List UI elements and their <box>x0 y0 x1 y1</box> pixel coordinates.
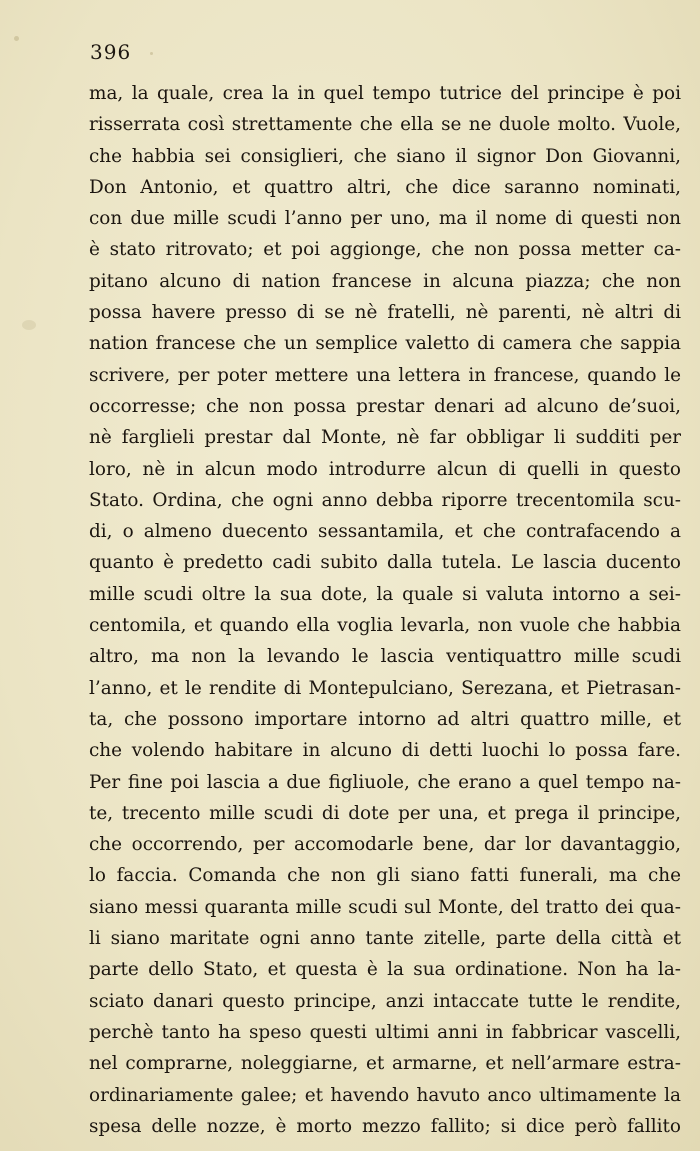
paper-speck <box>14 36 19 41</box>
text-line: che volendo habitare in alcuno di detti luochi lo possa fare. <box>89 740 681 762</box>
text-line: ma, la quale, crea la in quel tempo tutrice del principe è poi <box>89 83 681 104</box>
text-line: Don Antonio, et quattro altri, che dice saranno nominati, <box>89 176 681 198</box>
paper-speck <box>22 320 36 330</box>
text-line: nation francese che un semplice valetto di camera che sappia <box>89 333 681 355</box>
text-line: occorresse; che non possa prestar denari ad alcuno de’suoi, <box>89 395 681 417</box>
text-line: con due mille scudi l’anno per uno, ma il nome di questi non <box>89 208 681 230</box>
text-line: nè farglieli prestar dal Monte, nè far obbligar li sudditi per <box>89 427 681 449</box>
paper-speck <box>150 52 153 55</box>
text-line: mille scudi oltre la sua dote, la quale si valuta intorno a sei- <box>89 583 681 605</box>
text-line: che habbia sei consiglieri, che siano il signor Don Giovanni, <box>89 145 681 167</box>
text-line: che occorrendo, per accomodarle bene, dar lor davantaggio, <box>89 834 681 856</box>
text-line: ta, che possono importare intorno ad altri quattro mille, et <box>89 708 681 730</box>
text-line: lo faccia. Comanda che non gli siano fatti funerali, ma che <box>89 865 681 887</box>
text-line: risserrata così strettamente che ella se ne duole molto. Vuole, <box>89 114 681 136</box>
page-number: 396 <box>90 40 132 64</box>
text-line: quanto è predetto cadi subito dalla tutela. Le lascia ducento <box>89 552 681 574</box>
text-line: perchè tanto ha speso questi ultimi anni in fabbricar vascelli, <box>89 1021 681 1043</box>
text-line: di, o almeno duecento sessantamila, et che contrafacendo a <box>89 521 681 543</box>
text-line: è stato ritrovato; et poi aggionge, che non possa metter ca- <box>89 239 681 261</box>
text-line: scrivere, per poter mettere una lettera in francese, quando le <box>89 364 681 386</box>
text-line: centomila, et quando ella voglia levarla, non vuole che habbia <box>89 615 681 637</box>
text-line: Per fine poi lascia a due figliuole, che erano a quel tempo na- <box>89 771 681 793</box>
text-line: spesa delle nozze, è morto mezzo fallito; si dice però fallito <box>89 1115 681 1137</box>
text-line: li siano maritate ogni anno tante zitelle, parte della città et <box>89 928 681 950</box>
text-line: nel comprarne, noleggiarne, et armarne, et nell’armare estra- <box>89 1053 681 1075</box>
text-line: loro, nè in alcun modo introdurre alcun di quelli in questo <box>89 458 681 480</box>
text-line: possa havere presso di se nè fratelli, nè parenti, nè altri di <box>89 302 681 324</box>
text-line: ordinariamente galee; et havendo havuto anco ultimamente la <box>89 1084 681 1106</box>
text-line: parte dello Stato, et questa è la sua ordinatione. Non ha la- <box>89 959 681 981</box>
text-line: altro, ma non la levando le lascia ventiquattro mille scudi <box>89 646 681 668</box>
body-text <box>89 78 681 1142</box>
text-line: siano messi quaranta mille scudi sul Monte, del tratto dei qua- <box>89 896 681 918</box>
text-line: sciato danari questo principe, anzi intaccate tutte le rendite, <box>89 990 681 1012</box>
text-line: te, trecento mille scudi di dote per una, et prega il principe, <box>89 802 681 824</box>
text-line: pitano alcuno di nation francese in alcuna piazza; che non <box>89 270 681 292</box>
text-line: l’anno, et le rendite di Montepulciano, Serezana, et Pietrasan- <box>89 677 681 699</box>
text-line: Stato. Ordina, che ogni anno debba riporre trecentomila scu- <box>89 489 681 511</box>
